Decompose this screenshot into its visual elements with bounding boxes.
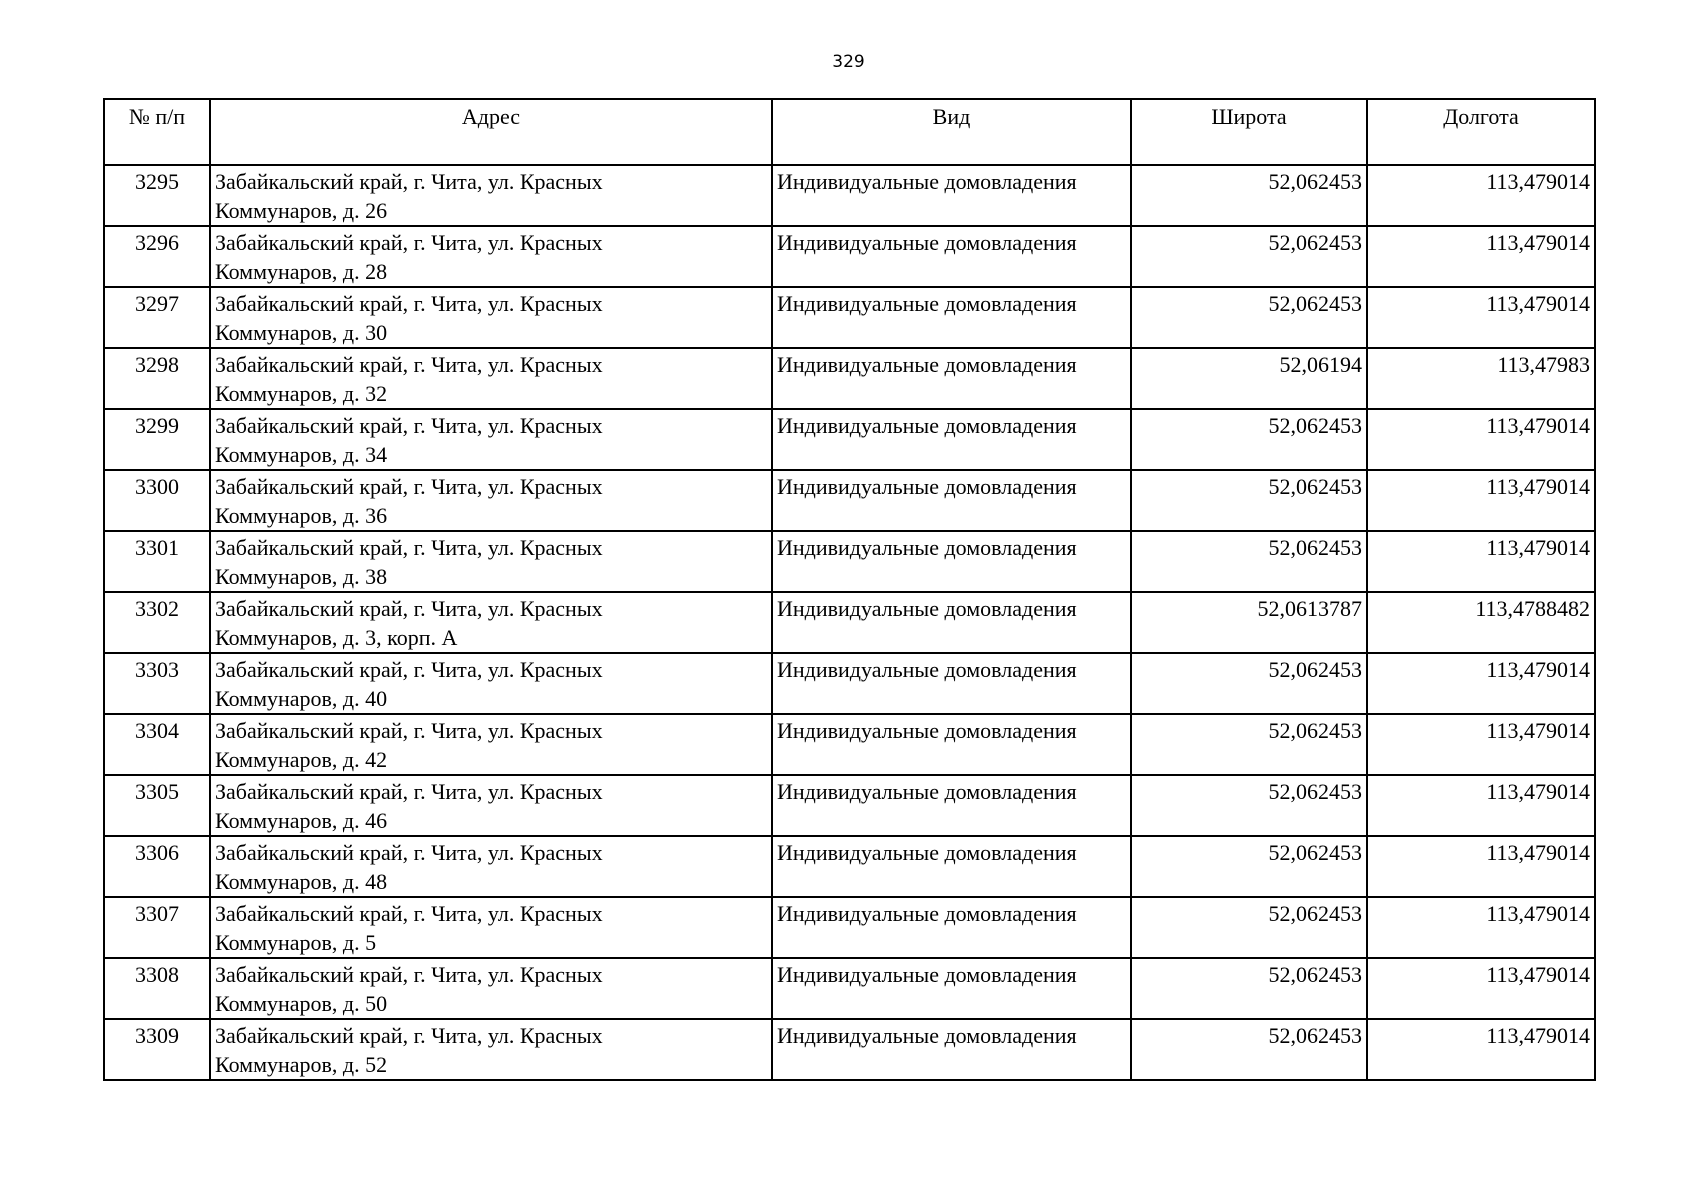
address-cell [210, 714, 772, 775]
type-cell: Индивидуальные домовладения [772, 775, 1131, 836]
longitude-cell: 113,4788482 [1367, 592, 1595, 653]
row-number: 3309 [104, 1019, 210, 1080]
type-cell: Индивидуальные домовладения [772, 348, 1131, 409]
table-row [104, 1019, 1595, 1080]
longitude-cell: 113,479014 [1367, 958, 1595, 1019]
address-line-1: Забайкальский край, г. Чита, ул. Красных [215, 169, 603, 194]
header-type: Вид [772, 99, 1131, 165]
latitude-cell: 52,062453 [1131, 775, 1367, 836]
row-number: 3295 [104, 165, 210, 226]
table-row [104, 165, 1595, 226]
latitude-cell: 52,062453 [1131, 287, 1367, 348]
type-cell: Индивидуальные домовладения [772, 409, 1131, 470]
address-line-2: Коммунаров, д. 26 [215, 198, 388, 223]
address-line-2: Коммунаров, д. 28 [215, 259, 388, 284]
type-cell: Индивидуальные домовладения [772, 836, 1131, 897]
longitude-cell: 113,479014 [1367, 836, 1595, 897]
latitude-cell: 52,062453 [1131, 409, 1367, 470]
longitude-cell: 113,479014 [1367, 897, 1595, 958]
address-line-1: Забайкальский край, г. Чита, ул. Красных [215, 779, 603, 804]
latitude-cell: 52,062453 [1131, 1019, 1367, 1080]
address-line-1: Забайкальский край, г. Чита, ул. Красных [215, 352, 603, 377]
address-registry-table [103, 98, 1596, 1081]
header-longitude: Долгота [1367, 99, 1595, 165]
latitude-cell: 52,062453 [1131, 836, 1367, 897]
table-row [104, 592, 1595, 653]
table-row [104, 836, 1595, 897]
latitude-cell: 52,062453 [1131, 531, 1367, 592]
longitude-cell: 113,479014 [1367, 653, 1595, 714]
row-number: 3308 [104, 958, 210, 1019]
type-cell: Индивидуальные домовладения [772, 226, 1131, 287]
longitude-cell: 113,479014 [1367, 226, 1595, 287]
latitude-cell: 52,06194 [1131, 348, 1367, 409]
address-line-1: Забайкальский край, г. Чита, ул. Красных [215, 901, 603, 926]
address-cell [210, 531, 772, 592]
row-number: 3302 [104, 592, 210, 653]
type-cell: Индивидуальные домовладения [772, 958, 1131, 1019]
longitude-cell: 113,479014 [1367, 1019, 1595, 1080]
latitude-cell: 52,062453 [1131, 226, 1367, 287]
table-body [104, 165, 1595, 1080]
address-cell [210, 897, 772, 958]
header-row [104, 99, 1595, 165]
address-line-1: Забайкальский край, г. Чита, ул. Красных [215, 840, 603, 865]
address-line-1: Забайкальский край, г. Чита, ул. Красных [215, 1023, 603, 1048]
address-line-1: Забайкальский край, г. Чита, ул. Красных [215, 291, 603, 316]
longitude-cell: 113,479014 [1367, 470, 1595, 531]
type-cell: Индивидуальные домовладения [772, 470, 1131, 531]
longitude-cell: 113,479014 [1367, 287, 1595, 348]
row-number: 3298 [104, 348, 210, 409]
address-cell [210, 226, 772, 287]
address-line-1: Забайкальский край, г. Чита, ул. Красных [215, 596, 603, 621]
table-row [104, 714, 1595, 775]
address-cell [210, 409, 772, 470]
header-num: № п/п [104, 99, 210, 165]
address-line-2: Коммунаров, д. 30 [215, 320, 388, 345]
latitude-cell: 52,062453 [1131, 653, 1367, 714]
row-number: 3296 [104, 226, 210, 287]
row-number: 3299 [104, 409, 210, 470]
address-line-2: Коммунаров, д. 34 [215, 442, 388, 467]
address-line-2: Коммунаров, д. 36 [215, 503, 388, 528]
latitude-cell: 52,062453 [1131, 958, 1367, 1019]
address-line-1: Забайкальский край, г. Чита, ул. Красных [215, 413, 603, 438]
row-number: 3301 [104, 531, 210, 592]
latitude-cell: 52,062453 [1131, 470, 1367, 531]
header-latitude: Широта [1131, 99, 1367, 165]
address-cell [210, 165, 772, 226]
latitude-cell: 52,0613787 [1131, 592, 1367, 653]
type-cell: Индивидуальные домовладения [772, 592, 1131, 653]
row-number: 3305 [104, 775, 210, 836]
table-row [104, 470, 1595, 531]
table-row [104, 653, 1595, 714]
address-line-2: Коммунаров, д. 3, корп. А [215, 625, 458, 650]
address-line-2: Коммунаров, д. 52 [215, 1052, 388, 1077]
table-row [104, 348, 1595, 409]
row-number: 3300 [104, 470, 210, 531]
longitude-cell: 113,479014 [1367, 775, 1595, 836]
address-cell [210, 775, 772, 836]
table-header [104, 99, 1595, 165]
address-line-1: Забайкальский край, г. Чита, ул. Красных [215, 230, 603, 255]
type-cell: Индивидуальные домовладения [772, 1019, 1131, 1080]
address-line-1: Забайкальский край, г. Чита, ул. Красных [215, 657, 603, 682]
header-address: Адрес [210, 99, 772, 165]
address-line-2: Коммунаров, д. 42 [215, 747, 388, 772]
latitude-cell: 52,062453 [1131, 714, 1367, 775]
longitude-cell: 113,479014 [1367, 409, 1595, 470]
table-row [104, 409, 1595, 470]
address-cell [210, 653, 772, 714]
address-cell [210, 470, 772, 531]
table-row [104, 287, 1595, 348]
address-line-1: Забайкальский край, г. Чита, ул. Красных [215, 535, 603, 560]
address-cell [210, 348, 772, 409]
table-row [104, 958, 1595, 1019]
address-line-2: Коммунаров, д. 40 [215, 686, 388, 711]
address-cell [210, 287, 772, 348]
address-line-2: Коммунаров, д. 46 [215, 808, 388, 833]
table-row [104, 226, 1595, 287]
table-row [104, 897, 1595, 958]
latitude-cell: 52,062453 [1131, 165, 1367, 226]
row-number: 3303 [104, 653, 210, 714]
address-line-2: Коммунаров, д. 32 [215, 381, 388, 406]
row-number: 3306 [104, 836, 210, 897]
page-number: 329 [832, 52, 865, 72]
row-number: 3297 [104, 287, 210, 348]
row-number: 3307 [104, 897, 210, 958]
type-cell: Индивидуальные домовладения [772, 714, 1131, 775]
address-line-2: Коммунаров, д. 50 [215, 991, 388, 1016]
longitude-cell: 113,479014 [1367, 165, 1595, 226]
address-cell [210, 592, 772, 653]
address-line-1: Забайкальский край, г. Чита, ул. Красных [215, 718, 603, 743]
longitude-cell: 113,479014 [1367, 714, 1595, 775]
latitude-cell: 52,062453 [1131, 897, 1367, 958]
address-line-2: Коммунаров, д. 38 [215, 564, 388, 589]
address-line-1: Забайкальский край, г. Чита, ул. Красных [215, 474, 603, 499]
longitude-cell: 113,47983 [1367, 348, 1595, 409]
type-cell: Индивидуальные домовладения [772, 287, 1131, 348]
type-cell: Индивидуальные домовладения [772, 653, 1131, 714]
address-cell [210, 1019, 772, 1080]
address-cell [210, 958, 772, 1019]
longitude-cell: 113,479014 [1367, 531, 1595, 592]
address-line-2: Коммунаров, д. 48 [215, 869, 388, 894]
address-line-1: Забайкальский край, г. Чита, ул. Красных [215, 962, 603, 987]
type-cell: Индивидуальные домовладения [772, 531, 1131, 592]
table-row [104, 775, 1595, 836]
address-line-2: Коммунаров, д. 5 [215, 930, 377, 955]
type-cell: Индивидуальные домовладения [772, 165, 1131, 226]
table-row [104, 531, 1595, 592]
row-number: 3304 [104, 714, 210, 775]
type-cell: Индивидуальные домовладения [772, 897, 1131, 958]
address-cell [210, 836, 772, 897]
